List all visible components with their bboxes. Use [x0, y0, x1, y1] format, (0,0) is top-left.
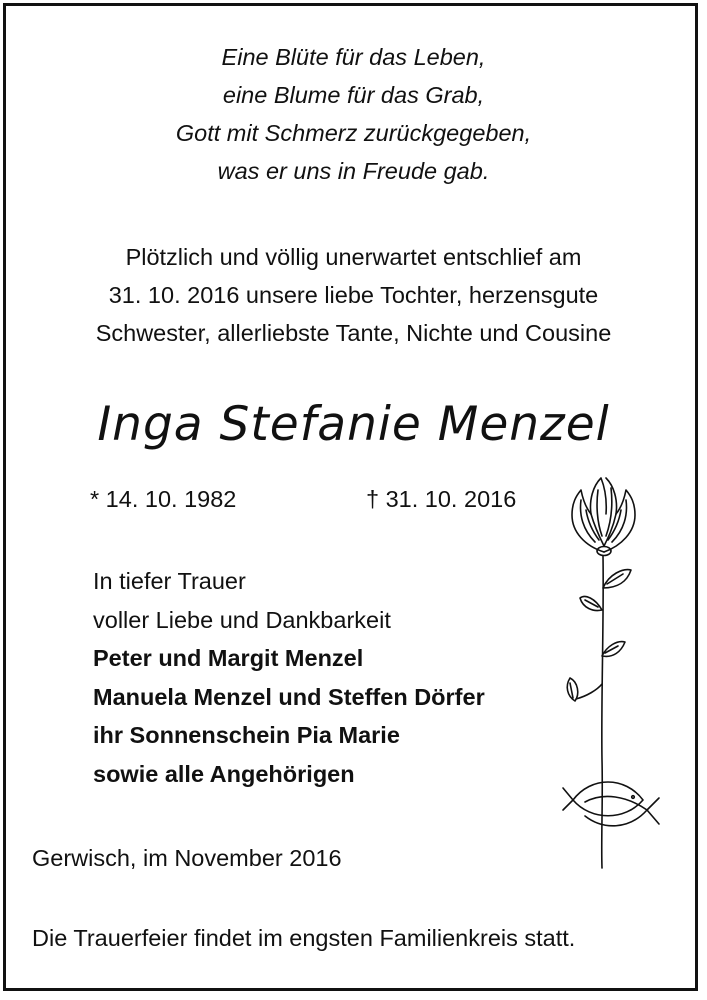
rose-leaves: [567, 570, 631, 701]
mourner-name: Peter und Margit Menzel: [93, 645, 364, 671]
poem-line: Gott mit Schmerz zurückgegeben,: [175, 120, 532, 146]
death-date: † 31. 10. 2016: [366, 486, 517, 512]
mourners-block: [93, 562, 485, 793]
place-and-date: Gerwisch, im November 2016: [32, 845, 342, 871]
poem-line: was er uns in Freude gab.: [217, 158, 490, 184]
fish-icon: [563, 782, 659, 826]
rose-stem: [602, 556, 603, 868]
poem: [0, 38, 707, 190]
mourner-name: ihr Sonnenschein Pia Marie: [93, 722, 400, 748]
mourning-phrase: In tiefer Trauer: [93, 568, 246, 594]
rose-icon: [555, 470, 670, 875]
deceased-name: Inga Stefanie Menzel: [97, 397, 610, 452]
funeral-note: Die Trauerfeier findet im engsten Familienkreis statt.: [32, 925, 576, 951]
birth-date: * 14. 10. 1982: [90, 486, 237, 512]
poem-line: eine Blume für das Grab,: [222, 82, 485, 108]
announcement-line: 31. 10. 2016 unsere liebe Tochter, herzensgute: [108, 282, 599, 308]
mourner-name: sowie alle Angehörigen: [93, 760, 355, 787]
rose-blossom: [572, 478, 635, 556]
announcement-line: Schwester, allerliebste Tante, Nichte und Cousine: [95, 320, 612, 346]
announcement-text: [0, 238, 707, 352]
mourning-phrase: voller Liebe und Dankbarkeit: [93, 606, 391, 633]
announcement-line: Plötzlich und völlig unerwartet entschlief am: [125, 244, 582, 270]
mourner-name: Manuela Menzel und Steffen Dörfer: [93, 683, 485, 710]
poem-line: Eine Blüte für das Leben,: [221, 44, 486, 70]
